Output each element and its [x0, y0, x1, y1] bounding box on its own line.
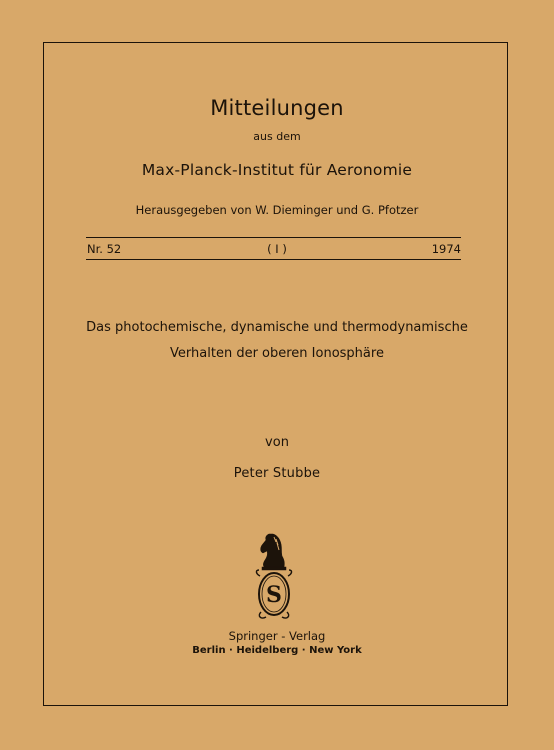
series-subtitle: aus dem: [253, 130, 301, 143]
author-name: Peter Stubbe: [233, 466, 321, 481]
issue-year: 1974: [431, 242, 461, 256]
series-title: Mitteilungen: [210, 96, 344, 120]
rule-bottom: [86, 259, 461, 260]
by-label: von: [265, 435, 289, 450]
publisher-cities: Berlin · Heidelberg · New York: [192, 645, 362, 656]
issue-part: ( I ): [267, 242, 287, 256]
editors-line: Herausgegeben von W. Dieminger und G. Pfotzer: [135, 203, 419, 217]
institute-name: Max-Planck-Institut für Aeronomie: [141, 161, 413, 179]
rule-top: [86, 237, 461, 238]
paper-title-line-2: Verhalten der oberen Ionosphäre: [170, 346, 384, 361]
publisher-name: Springer - Verlag: [228, 629, 326, 643]
paper-title-line-1: Das photochemische, dynamische und thermodynamische: [86, 320, 468, 335]
issue-number: Nr. 52: [87, 242, 122, 256]
springer-horse-logo-icon: [252, 530, 296, 622]
svg-text:S: S: [266, 582, 282, 608]
